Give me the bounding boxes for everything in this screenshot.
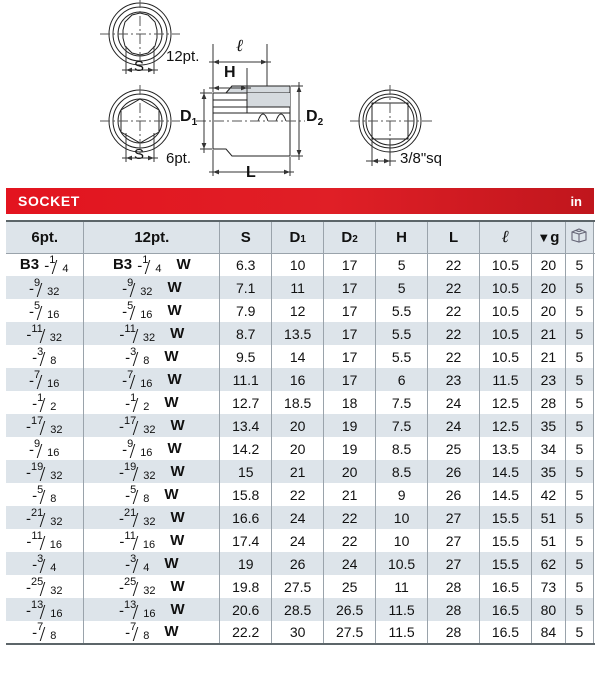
cell-d1: 10: [272, 253, 324, 276]
cell-d2: 17: [324, 345, 376, 368]
cell-spacer: [593, 529, 594, 552]
page-title: SOCKET: [18, 193, 80, 209]
table-row: [6, 368, 594, 391]
cell-h: 10: [376, 529, 428, 552]
cell-h: 11: [376, 575, 428, 598]
cell-12pt-designation: -$^9$32 W: [84, 276, 220, 299]
cell-d1: 16: [272, 368, 324, 391]
cell-6pt-designation: -$^9$16: [6, 437, 84, 460]
cell-l: 22: [428, 299, 480, 322]
cell-s: 9.5: [220, 345, 272, 368]
table-row: [6, 276, 594, 299]
cell-weight: 51: [531, 529, 565, 552]
cell-s: 6.3: [220, 253, 272, 276]
cell-ell: 15.5: [480, 506, 532, 529]
table-row: [6, 391, 594, 414]
cell-6pt-designation: -$^{17}$32: [6, 414, 84, 437]
cell-d2: 17: [324, 368, 376, 391]
cell-l: 27: [428, 529, 480, 552]
cell-spacer: [593, 391, 594, 414]
cell-d2: 25: [324, 575, 376, 598]
cell-s: 16.6: [220, 506, 272, 529]
cell-ell: 11.5: [480, 368, 532, 391]
cell-spacer: [593, 253, 594, 276]
cell-12pt-designation: -$^3$4 W: [84, 552, 220, 575]
cell-h: 5: [376, 253, 428, 276]
cell-h: 8.5: [376, 460, 428, 483]
table-row: [6, 621, 594, 644]
cell-12pt-designation: -$^{21}$32 W: [84, 506, 220, 529]
cell-12pt-designation: -$^3$8 W: [84, 345, 220, 368]
package-icon: [565, 221, 593, 253]
cell-package: 5: [565, 506, 593, 529]
cell-s: 12.7: [220, 391, 272, 414]
cell-spacer: [593, 460, 594, 483]
cell-package: 5: [565, 391, 593, 414]
cell-d1: 13.5: [272, 322, 324, 345]
cell-l: 27: [428, 552, 480, 575]
table-row: [6, 345, 594, 368]
cell-weight: 62: [531, 552, 565, 575]
cell-s: 17.4: [220, 529, 272, 552]
table-row: [6, 322, 594, 345]
cell-package: 5: [565, 575, 593, 598]
cell-6pt-designation: B3 -$^1$4: [6, 253, 84, 276]
cell-ell: 10.5: [480, 276, 532, 299]
cell-ell: 10.5: [480, 299, 532, 322]
cell-package: 5: [565, 414, 593, 437]
cell-ell: 13.5: [480, 437, 532, 460]
cell-l: 22: [428, 322, 480, 345]
cell-h: 9: [376, 483, 428, 506]
cell-weight: 21: [531, 345, 565, 368]
cell-ell: 15.5: [480, 529, 532, 552]
cell-weight: 84: [531, 621, 565, 644]
table-body: [6, 253, 594, 644]
table-row: [6, 460, 594, 483]
cell-6pt-designation: -$^7$8: [6, 621, 84, 644]
cell-package: 5: [565, 322, 593, 345]
cell-l: 25: [428, 437, 480, 460]
cell-s: 7.1: [220, 276, 272, 299]
cell-weight: 20: [531, 253, 565, 276]
cell-s: 19: [220, 552, 272, 575]
cell-weight: 20: [531, 299, 565, 322]
cell-12pt-designation: B3 -$^1$4 W: [84, 253, 220, 276]
label-6pt: 6pt.: [166, 150, 192, 167]
label-12pt: 12pt.: [166, 48, 200, 65]
table-row: [6, 552, 594, 575]
cell-spacer: [593, 414, 594, 437]
cell-d1: 24: [272, 529, 324, 552]
table-header-row: [6, 221, 594, 253]
label-ell: ℓ: [236, 36, 244, 55]
cell-d1: 24: [272, 506, 324, 529]
table-row: [6, 253, 594, 276]
cell-ell: 10.5: [480, 253, 532, 276]
cell-weight: 34: [531, 437, 565, 460]
cell-spacer: [593, 299, 594, 322]
diagram-svg: [0, 0, 600, 185]
cell-ell: 14.5: [480, 460, 532, 483]
cell-spacer: [593, 483, 594, 506]
cell-12pt-designation: -$^5$8 W: [84, 483, 220, 506]
cell-s: 15: [220, 460, 272, 483]
cell-ell: 12.5: [480, 391, 532, 414]
cell-l: 24: [428, 391, 480, 414]
cell-d2: 17: [324, 276, 376, 299]
cell-h: 7.5: [376, 414, 428, 437]
table-row: [6, 529, 594, 552]
table-row: [6, 506, 594, 529]
column-header-l: L: [428, 221, 480, 253]
cell-12pt-designation: -$^7$16 W: [84, 368, 220, 391]
column-header-ell: ℓ: [480, 221, 532, 253]
cell-12pt-designation: -$^5$16 W: [84, 299, 220, 322]
cell-d1: 30: [272, 621, 324, 644]
cell-s: 11.1: [220, 368, 272, 391]
cell-6pt-designation: -$^5$8: [6, 483, 84, 506]
column-header-d: D1: [272, 221, 324, 253]
cell-package: 5: [565, 437, 593, 460]
label-l: L: [246, 164, 256, 181]
cell-d1: 14: [272, 345, 324, 368]
section-title-bar: [6, 188, 594, 214]
cell-d2: 26.5: [324, 598, 376, 621]
cell-s: 14.2: [220, 437, 272, 460]
cell-6pt-designation: -$^9$32: [6, 276, 84, 299]
cell-d1: 18.5: [272, 391, 324, 414]
column-header-6pt: 6pt.: [6, 221, 84, 253]
cell-ell: 10.5: [480, 345, 532, 368]
cell-h: 6: [376, 368, 428, 391]
cell-d2: 27.5: [324, 621, 376, 644]
cell-weight: 21: [531, 322, 565, 345]
cell-d1: 20: [272, 437, 324, 460]
cell-h: 10: [376, 506, 428, 529]
cell-l: 26: [428, 483, 480, 506]
cell-d2: 24: [324, 552, 376, 575]
cell-spacer: [593, 621, 594, 644]
cell-6pt-designation: -$^{11}$32: [6, 322, 84, 345]
column-header-12pt: 12pt.: [84, 221, 220, 253]
cell-d2: 21: [324, 483, 376, 506]
cell-s: 22.2: [220, 621, 272, 644]
cell-package: 5: [565, 483, 593, 506]
cell-d1: 12: [272, 299, 324, 322]
label-s-top: S: [134, 58, 145, 75]
cell-l: 23: [428, 368, 480, 391]
cell-ell: 14.5: [480, 483, 532, 506]
cell-d2: 17: [324, 299, 376, 322]
cell-ell: 10.5: [480, 322, 532, 345]
cell-s: 15.8: [220, 483, 272, 506]
cell-12pt-designation: -$^{19}$32 W: [84, 460, 220, 483]
cell-d2: 20: [324, 460, 376, 483]
cell-package: 5: [565, 460, 593, 483]
cell-spacer: [593, 345, 594, 368]
cell-h: 7.5: [376, 391, 428, 414]
cell-d1: 20: [272, 414, 324, 437]
cell-12pt-designation: -$^9$16 W: [84, 437, 220, 460]
cell-12pt-designation: -$^{11}$16 W: [84, 529, 220, 552]
cell-spacer: [593, 575, 594, 598]
cell-12pt-designation: -$^1$2 W: [84, 391, 220, 414]
column-header-d: D2: [324, 221, 376, 253]
cell-d2: 19: [324, 414, 376, 437]
cell-weight: 42: [531, 483, 565, 506]
cell-ell: 16.5: [480, 621, 532, 644]
cell-l: 22: [428, 345, 480, 368]
cell-ell: 16.5: [480, 575, 532, 598]
cell-d1: 22: [272, 483, 324, 506]
cell-6pt-designation: -$^{19}$32: [6, 460, 84, 483]
cell-d1: 26: [272, 552, 324, 575]
cell-h: 11.5: [376, 621, 428, 644]
cell-6pt-designation: -$^{11}$16: [6, 529, 84, 552]
cell-spacer: [593, 368, 594, 391]
label-d2: $D_2$: [306, 108, 324, 129]
cell-l: 22: [428, 253, 480, 276]
column-header-h: H: [376, 221, 428, 253]
table-row: [6, 575, 594, 598]
cell-6pt-designation: -$^3$4: [6, 552, 84, 575]
label-d1: $D_1$: [180, 108, 198, 129]
spec-table-container: [6, 220, 594, 645]
cell-6pt-designation: -$^5$16: [6, 299, 84, 322]
socket-technical-diagram: [0, 0, 600, 185]
cell-d2: 17: [324, 253, 376, 276]
socket-spec-table: [6, 220, 594, 645]
cell-s: 19.8: [220, 575, 272, 598]
label-h: H: [224, 64, 236, 81]
table-header: [6, 221, 594, 253]
cell-weight: 51: [531, 506, 565, 529]
cell-l: 28: [428, 598, 480, 621]
cell-s: 8.7: [220, 322, 272, 345]
cell-h: 5.5: [376, 299, 428, 322]
label-s-bottom: S: [134, 146, 145, 163]
cell-6pt-designation: -$^7$16: [6, 368, 84, 391]
cell-6pt-designation: -$^{21}$32: [6, 506, 84, 529]
cell-l: 28: [428, 575, 480, 598]
cell-d2: 18: [324, 391, 376, 414]
units-label: in: [570, 193, 582, 209]
cell-package: 5: [565, 253, 593, 276]
cell-ell: 12.5: [480, 414, 532, 437]
cell-6pt-designation: -$^{25}$32: [6, 575, 84, 598]
cell-d2: 22: [324, 529, 376, 552]
column-header-spacer: [593, 221, 594, 253]
cell-package: 5: [565, 276, 593, 299]
cell-weight: 20: [531, 276, 565, 299]
cell-package: 5: [565, 299, 593, 322]
label-square-drive: 3/8"sq: [400, 150, 443, 167]
cell-s: 13.4: [220, 414, 272, 437]
cell-spacer: [593, 506, 594, 529]
cell-d2: 19: [324, 437, 376, 460]
cell-spacer: [593, 598, 594, 621]
cell-12pt-designation: -$^{17}$32 W: [84, 414, 220, 437]
cell-l: 26: [428, 460, 480, 483]
cell-package: 5: [565, 552, 593, 575]
cell-d1: 11: [272, 276, 324, 299]
cell-h: 5.5: [376, 345, 428, 368]
cell-12pt-designation: -$^7$8 W: [84, 621, 220, 644]
cell-d2: 22: [324, 506, 376, 529]
cell-weight: 35: [531, 414, 565, 437]
cell-package: 5: [565, 345, 593, 368]
cell-package: 5: [565, 368, 593, 391]
cell-weight: 80: [531, 598, 565, 621]
cell-s: 20.6: [220, 598, 272, 621]
cell-weight: 28: [531, 391, 565, 414]
cell-ell: 16.5: [480, 598, 532, 621]
cell-package: 5: [565, 529, 593, 552]
table-row: [6, 483, 594, 506]
table-row: [6, 414, 594, 437]
column-header-s: S: [220, 221, 272, 253]
cell-h: 5.5: [376, 322, 428, 345]
cell-6pt-designation: -$^{13}$16: [6, 598, 84, 621]
table-row: [6, 299, 594, 322]
cell-d1: 27.5: [272, 575, 324, 598]
cell-package: 5: [565, 621, 593, 644]
cell-weight: 23: [531, 368, 565, 391]
cell-12pt-designation: -$^{11}$32 W: [84, 322, 220, 345]
cell-d2: 17: [324, 322, 376, 345]
cell-s: 7.9: [220, 299, 272, 322]
cell-weight: 35: [531, 460, 565, 483]
cell-weight: 73: [531, 575, 565, 598]
cell-ell: 15.5: [480, 552, 532, 575]
cell-spacer: [593, 437, 594, 460]
cell-d1: 21: [272, 460, 324, 483]
cell-h: 11.5: [376, 598, 428, 621]
cell-l: 27: [428, 506, 480, 529]
cell-package: 5: [565, 598, 593, 621]
cell-l: 22: [428, 276, 480, 299]
cell-h: 8.5: [376, 437, 428, 460]
cell-spacer: [593, 276, 594, 299]
cell-spacer: [593, 322, 594, 345]
table-row: [6, 598, 594, 621]
cell-h: 5: [376, 276, 428, 299]
cell-12pt-designation: -$^{25}$32 W: [84, 575, 220, 598]
cell-6pt-designation: -$^3$8: [6, 345, 84, 368]
cell-l: 24: [428, 414, 480, 437]
cell-l: 28: [428, 621, 480, 644]
column-header-weight: ▼g: [531, 221, 565, 253]
cell-6pt-designation: -$^1$2: [6, 391, 84, 414]
cell-spacer: [593, 552, 594, 575]
cell-d1: 28.5: [272, 598, 324, 621]
table-row: [6, 437, 594, 460]
cell-12pt-designation: -$^{13}$16 W: [84, 598, 220, 621]
cell-h: 10.5: [376, 552, 428, 575]
